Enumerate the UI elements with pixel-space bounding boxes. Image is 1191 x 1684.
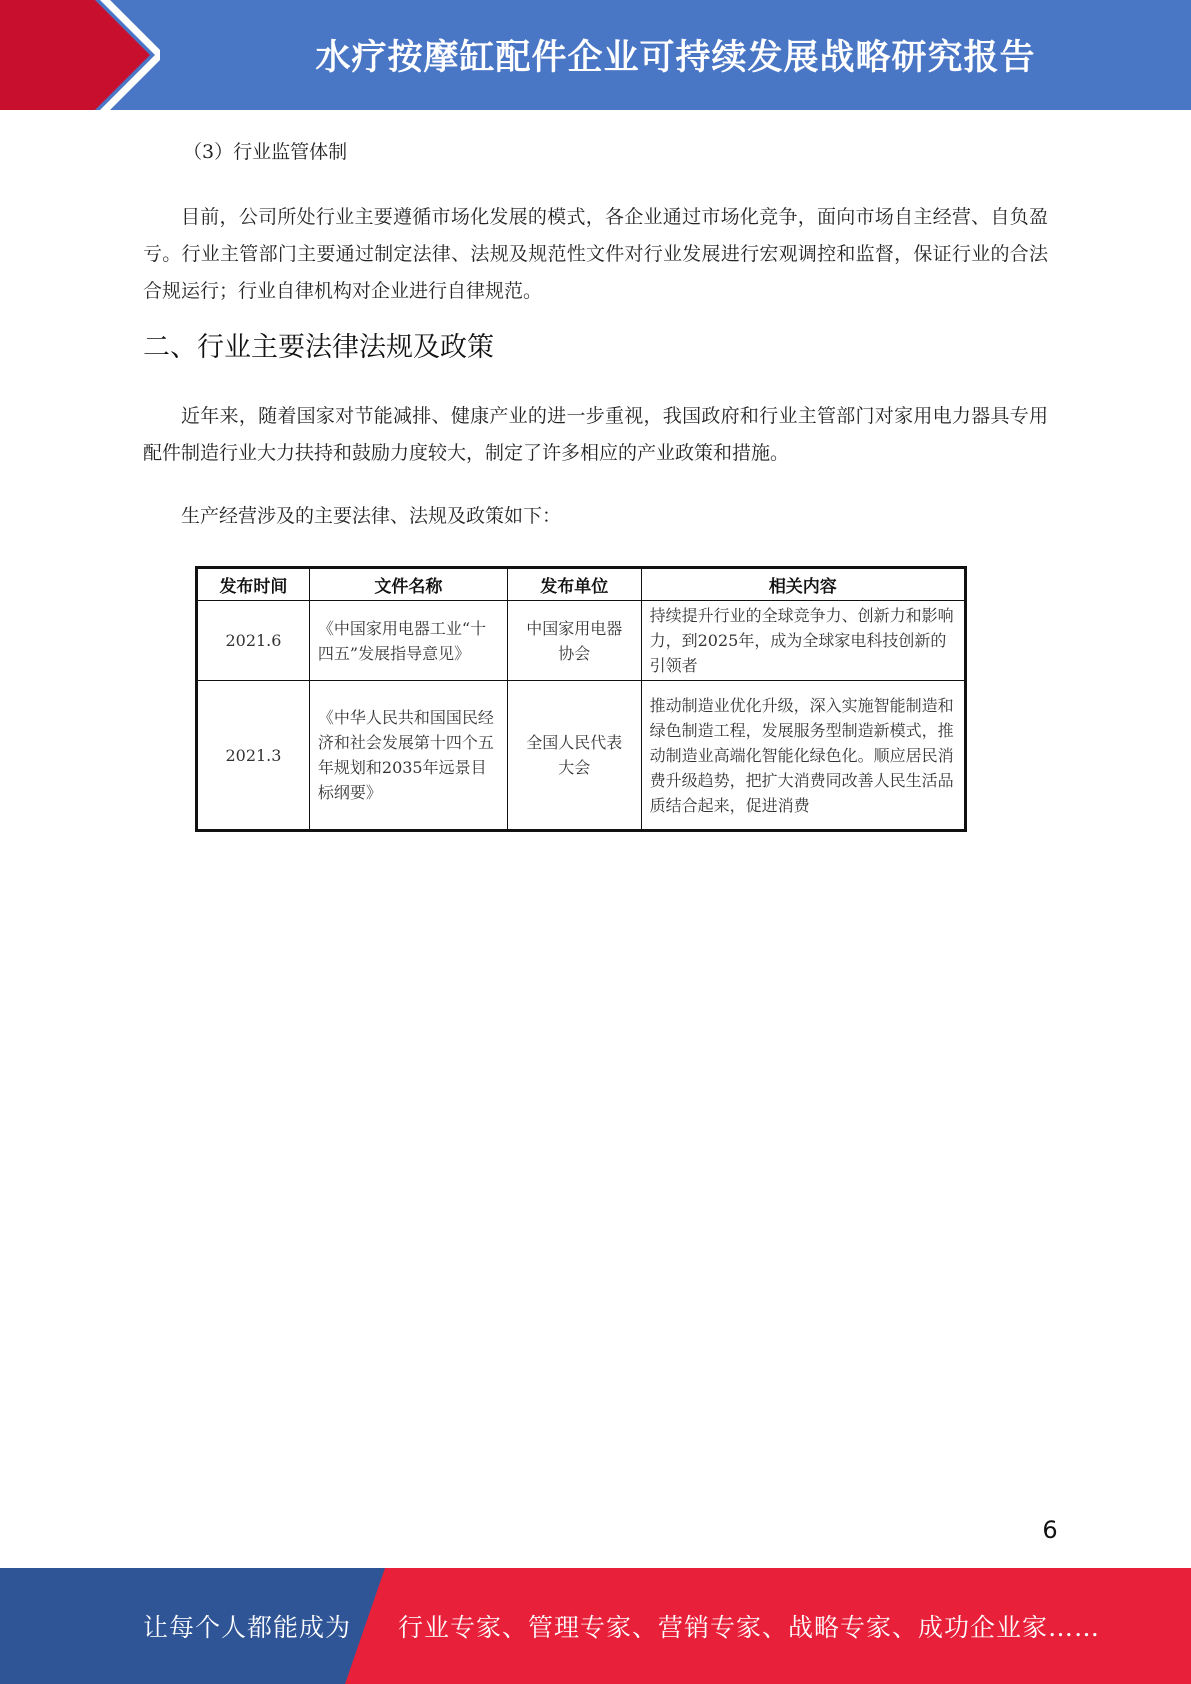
column-header-name: 文件名称 bbox=[309, 568, 507, 601]
cell-name: 《中国家用电器工业“十四五”发展指导意见》 bbox=[309, 601, 507, 681]
footer-slogan-left: 让每个人都能成为 bbox=[143, 1613, 352, 1642]
document-title: 水疗按摩缸配件企业可持续发展战略研究报告 bbox=[315, 38, 1036, 78]
table-header-row bbox=[197, 568, 966, 601]
paragraph-table-intro: 生产经营涉及的主要法律、法规及政策如下： bbox=[181, 505, 562, 527]
cell-date: 2021.6 bbox=[197, 601, 310, 681]
cell-org bbox=[507, 681, 641, 831]
table-row bbox=[197, 601, 966, 681]
page-number: 6 bbox=[1042, 1516, 1058, 1544]
sub-heading: （3）行业监管体制 bbox=[183, 141, 348, 163]
cell-name: 《中华人民共和国国民经济和社会发展第十四个五年规划和2035年远景目标纲要》 bbox=[309, 681, 507, 831]
page-footer bbox=[0, 1568, 1191, 1684]
cell-org-text: 全国人民代表大会 bbox=[526, 733, 623, 777]
column-header-date: 发布时间 bbox=[197, 568, 310, 601]
paragraph-policy-intro: 近年来，随着国家对节能减排、健康产业的进一步重视，我国政府和行业主管部门对家用电力器具专用配件制造行业大力扶持和鼓励力度较大，制定了许多相应的产业政策和措施。 bbox=[143, 405, 1048, 464]
cell-content: 持续提升行业的全球竞争力、创新力和影响力，到2025年，成为全球家电科技创新的引领者 bbox=[641, 601, 965, 681]
page-header bbox=[0, 0, 1191, 110]
paragraph-regulation: 目前，公司所处行业主要遵循市场化发展的模式，各企业通过市场化竞争，面向市场自主经营、自负盈亏。行业主管部门主要通过制定法律、法规及规范性文件对行业发展进行宏观调控和监督，保证行业的合法合规运行；行业自律机构对企业进行自律规范。 bbox=[143, 206, 1048, 302]
header-arrow-icon bbox=[0, 0, 160, 110]
cell-date: 2021.3 bbox=[197, 681, 310, 831]
column-header-org: 发布单位 bbox=[507, 568, 641, 601]
column-header-content: 相关内容 bbox=[641, 568, 965, 601]
cell-org bbox=[507, 601, 641, 681]
cell-content: 推动制造业优化升级，深入实施智能制造和绿色制造工程，发展服务型制造新模式，推动制造业高端化智能化绿色化。顺应居民消费升级趋势，把扩大消费同改善人民生活品质结合起来，促进消费 bbox=[641, 681, 965, 831]
footer-slogan-right: 行业专家、管理专家、营销专家、战略专家、成功企业家…… bbox=[398, 1613, 1101, 1642]
table-row bbox=[197, 681, 966, 831]
cell-org-text: 中国家用电器协会 bbox=[526, 618, 623, 663]
section-heading: 二、行业主要法律法规及政策 bbox=[143, 332, 494, 363]
policy-table bbox=[195, 566, 967, 832]
